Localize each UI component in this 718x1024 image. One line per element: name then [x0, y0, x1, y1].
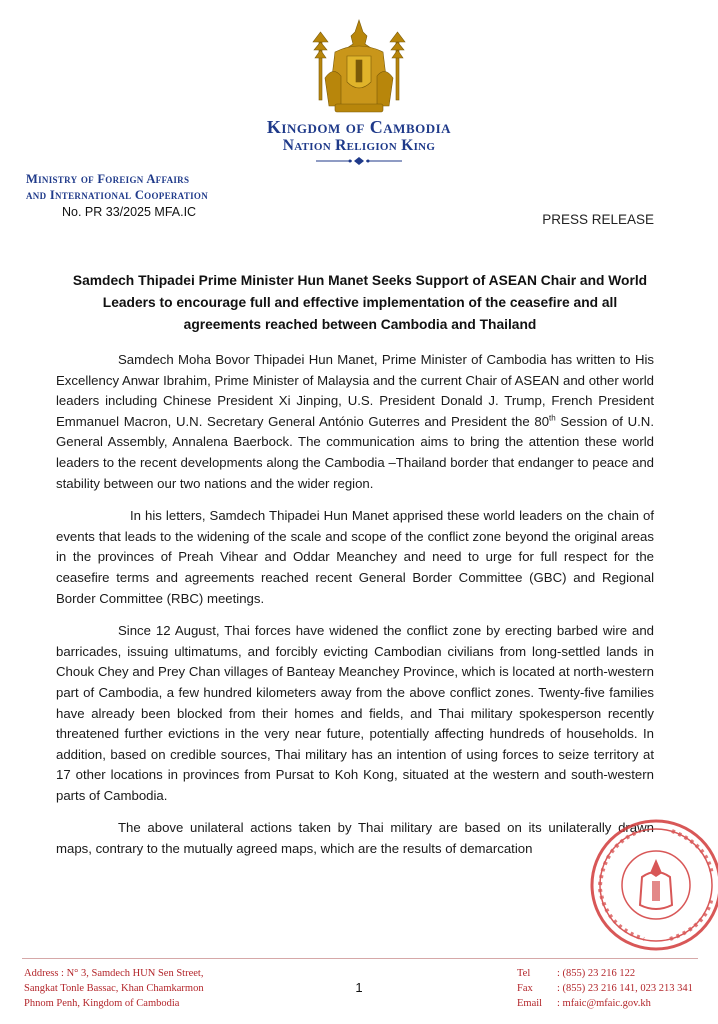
ministry-line-2: and International Cooperation — [26, 188, 209, 202]
paragraph-1-text-b: Session of U.N. General Assembly, Annalena Baerbock. The communication aims to bring the attention these world leaders to the recent developments along the Cambodia –Thailand border that endanger to peace and stability between our two nations and the wider region. — [56, 413, 654, 491]
email-value: : mfaic@mfaic.gov.kh — [557, 998, 651, 1009]
divider-ornament-icon — [314, 157, 404, 165]
address-line-3: Phnom Penh, Kingdom of Cambodia — [24, 998, 180, 1009]
tel-value: : (855) 23 216 122 — [557, 968, 636, 979]
contact-fax — [517, 981, 693, 996]
ministry-name — [26, 171, 208, 203]
royal-arms-emblem-icon — [311, 18, 407, 118]
tel-label: Tel — [517, 968, 531, 979]
paragraph-1-text-a: Samdech Moha Bovor Thipadei Hun Manet, Prime Minister of Cambodia has written to His Excellency Anwar Ibrahim, Prime Minister of Malaysia and the current Chair of ASEAN and other world leaders including Chinese President Xi Jinping, U.S. President Donald J. Trump, French President Emmanuel Macron, U.N. Secretary General António Guterres and President the 80 — [56, 352, 654, 429]
press-release-body — [56, 350, 654, 872]
contact-tel — [517, 966, 693, 981]
paragraph-4: The above unilateral actions taken by Thai military are based on its unilaterally drawn maps, contrary to the mutually agreed maps, which are the results of demarcation — [56, 820, 654, 857]
footer-address — [24, 966, 204, 1011]
press-release-title: Samdech Thipadei Prime Minister Hun Manet Seeks Support of ASEAN Chair and World Leaders to encourage full and effective implementation of the ceasefire and all agreements reached between Cambodia and Thailand — [72, 273, 648, 332]
kingdom-name: Kingdom of Cambodia — [266, 117, 452, 137]
address-line-2: Sangkat Tonle Bassac, Khan Chamkarmon — [24, 983, 204, 994]
letterhead-title — [0, 117, 718, 155]
contact-email — [517, 996, 693, 1011]
ordinal-suffix: th — [549, 413, 556, 423]
document-number: No. PR 33/2025 MFA.IC — [62, 205, 197, 219]
footer-contact — [517, 966, 693, 1011]
paragraph-3: Since 12 August, Thai forces have widened the conflict zone by erecting barbed wire and barricades, issuing ultimatums, and forcibly evicting Cambodian civilians from long-settled lands in Chouk Chey and Prey Chan villages of Banteay Meanchey Province, which is located at north-western part of Cambodia, a few hundred kilometers away from the above conflict zones. Twenty-five families have already been blocked from their homes and fields, and Thai military spokesperson recently threatened further evictions in the very near future, potentially affecting hundreds of households. In addition, based on credible sources, Thai military has an intention of using forces to seize territory at 17 other locations in provinces from Pursat to Koh Kong, situated at the western and south-western parts of Cambodia. — [56, 623, 654, 803]
ministry-line-1: Ministry of Foreign Affairs — [26, 172, 190, 186]
fax-label: Fax — [517, 983, 533, 994]
address-line-1: Address : N° 3, Samdech HUN Sen Street, — [24, 968, 204, 979]
paragraph-1 — [56, 350, 654, 494]
fax-value: : (855) 23 216 141, 023 213 341 — [557, 983, 693, 994]
national-motto: Nation Religion King — [282, 137, 436, 154]
footer-divider — [22, 958, 698, 959]
paragraph-2: In his letters, Samdech Thipadei Hun Manet apprised these world leaders on the chain of events that leads to the widening of the scale and scope of the conflict zone beyond the original areas in the provinces of Preah Vihear and Oddar Meanchey and need to urge for full respect for the ceasefire terms and agreements reached recent General Border Committee (GBC) and Regional Border Committee (RBC) meetings. — [56, 508, 654, 606]
official-seal-stamp-icon — [560, 815, 718, 955]
email-label: Email — [517, 998, 543, 1009]
document-type: PRESS RELEASE — [542, 212, 654, 227]
page-number: 1 — [355, 980, 363, 995]
